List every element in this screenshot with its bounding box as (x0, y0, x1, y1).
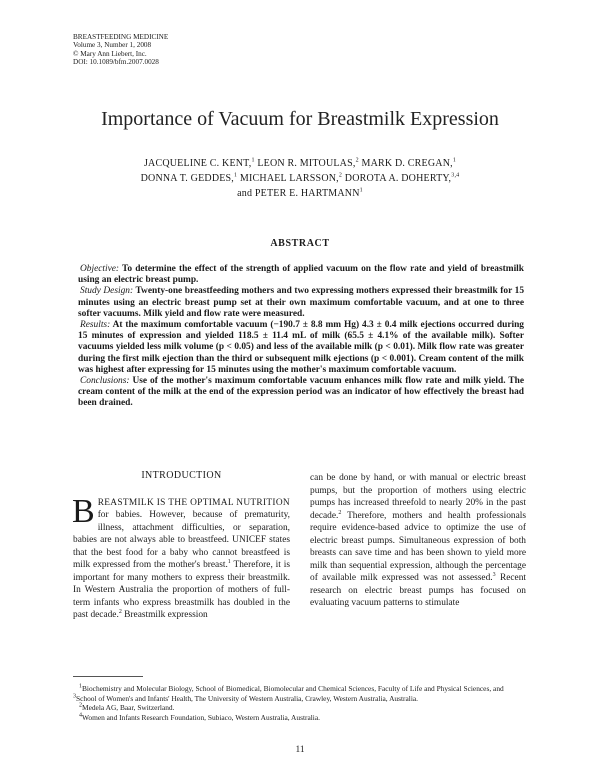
author: and PETER E. HARTMANN (237, 188, 360, 199)
author-list: JACQUELINE C. KENT,$^1$ LEON R. MITOULAS,$^2$ MARK D. CREGAN,$^1$ DONNA T. GEDDES,$^1$ MICHAEL LARSSON,$^2$ DOROTA A. DOHERTY,$^{3,4}$ and PETER E. HARTMANN$^1$ (140, 157, 460, 199)
abstract-results: Results: At the maximum comfortable vacuum (−190.7 ± 8.8 mm Hg) 4.3 ± 0.4 milk ejections occurred during 15 minutes of expression and yielded 118.5 ± 11.4 mL of milk (65.5 ± 4.1% of the available milk). Softer vacuums yielded less milk volume (p < 0.05) and less of the available milk (p < 0.01). Milk flow rate was greater during the first milk ejection than the third or subsequent milk ejections (p < 0.001). Cream content of the milk was highest after expressing for 15 minutes using the mother's maximum comfortable vacuum. (78, 320, 524, 375)
author: MICHAEL LARSSON, (237, 173, 339, 184)
article-title: Importance of Vacuum for Breastmilk Expression (101, 108, 499, 130)
journal-name: BREASTFEEDING MEDICINE (73, 33, 169, 41)
introduction-heading: INTRODUCTION (141, 470, 222, 481)
author: DOROTA A. DOHERTY, (342, 173, 452, 184)
affiliation-footnotes (73, 684, 528, 722)
journal-meta (73, 33, 168, 67)
abstract-conclusions: Conclusions: Use of the mother's maximum comfortable vacuum enhances milk flow rate and milk yield. The cream content of the milk at the end of the expression period was an indicator of how effectively the breast had been drained. (78, 376, 524, 409)
footnote: $^2$Medela AG, Baar, Switzerland. (79, 702, 175, 713)
journal-copyright: © Mary Ann Liebert, Inc. (73, 49, 147, 58)
abstract-objective: Objective: To determine the effect of the strength of applied vacuum on the flow rate and yield of breastmilk using an electric breast pump. (78, 264, 524, 286)
journal-doi: DOI: 10.1089/bfm.2007.0028 (73, 58, 159, 67)
footnote-rule (73, 676, 143, 677)
author: MARK D. CREGAN, (358, 158, 453, 169)
footnote: $^1$Biochemistry and Molecular Biology, School of Biomedical, Biomolecular and Chemical Sciences, Faculty of Life and Physical Sciences, and $^3$School of Women's and Infants' Health, The University of Western Australia, Crawley, Western Australia, Australia. (73, 683, 504, 703)
introduction-continued: can be done by hand, or with manual or electric breast pumps, but the proportion of mothers using electric pumps has increased threefold to nearly 20% in the past decade.$^2$ Therefore, mothers and health professionals require evidence-based advice to optimize the use of electric breast pumps. Simultaneous expression of both breasts can save time and has been shown to yield more milk than sequential expression, although the percentage of available milk expressed was not assessed.$^3$ Recent research on electric breast pumps has focused on evaluating vacuum patterns to stimulate (310, 473, 526, 608)
footnote: $^4$Women and Infants Research Foundation, Subiaco, Western Australia, Australia. (79, 712, 320, 722)
abstract-body (78, 264, 524, 410)
abstract-heading: ABSTRACT (270, 238, 330, 249)
author: DONNA T. GEDDES, (140, 173, 235, 184)
author: LEON R. MITOULAS, (254, 158, 356, 169)
page-number: 11 (295, 745, 305, 755)
introduction-paragraph: BREASTMILK IS THE OPTIMAL NUTRITION for babies. However, because of prematurity, illness, attachment difficulties, or separation, babies are not always able to breastfeed. UNICEF states that the best food for a baby who cannot breastfeed is milk expressed from the mother's breast.$^1$ Therefore, it is important for many mothers to express their breastmilk. In Western Australia the proportion of mothers of full-term infants who express breastmilk has doubled in the past decade.$^2$ Breastmilk expression (72, 492, 290, 620)
drop-cap: B (72, 492, 95, 530)
author: JACQUELINE C. KENT, (143, 158, 252, 169)
journal-volume: Volume 3, Number 1, 2008 (73, 41, 152, 50)
abstract-design: Study Design: Twenty-one breastfeeding mothers and two expressing mothers expressed their breastmilk for 15 minutes using an electric breast pump set at their own maximum comfortable vacuum, and at one to three softer vacuums. Milk yield and flow rate were measured. (78, 286, 525, 319)
right-column (310, 472, 526, 610)
left-column (73, 470, 290, 622)
